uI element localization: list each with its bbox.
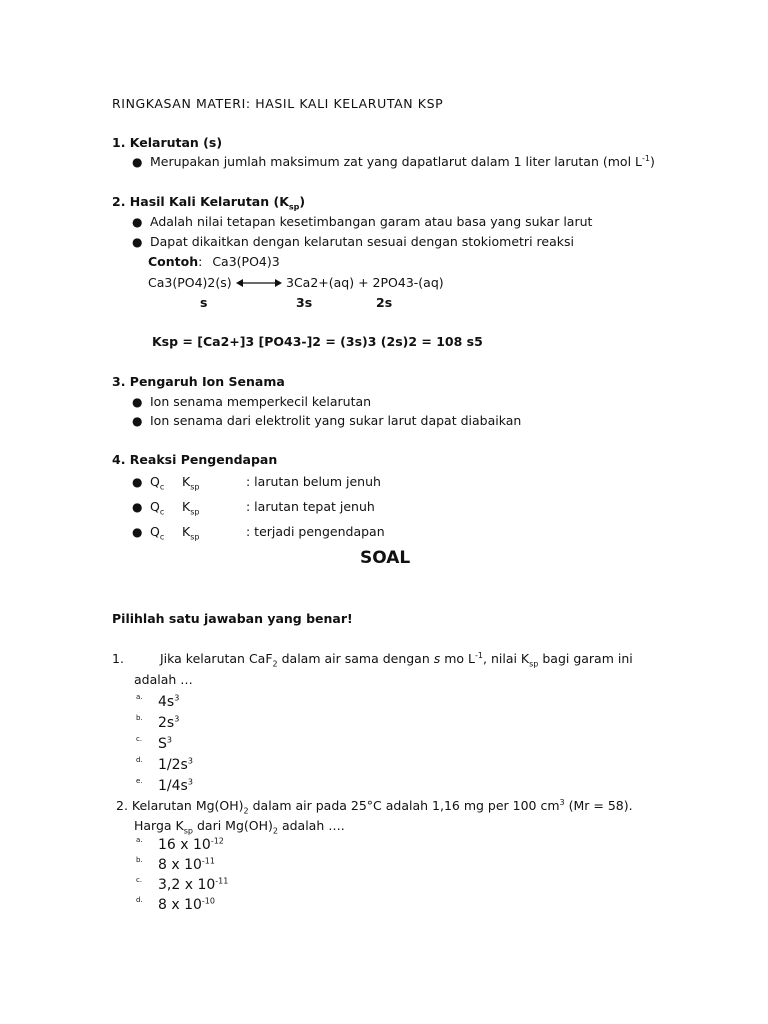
condition-row: $Q_c$ (150, 474, 165, 492)
condition-ksp: $K_{sp}$ (182, 524, 200, 542)
condition-row: $Q_c$ (150, 524, 165, 542)
contoh-formula: Ca3(PO4)3 (212, 254, 280, 269)
q2-text: 2. Kelarutan $Mg(OH)_2$ dalam air pada 25°C adalah 1,16 mg per 100 $cm^3$ (Mr = 58). (116, 797, 633, 816)
bullet-icon: ● (132, 215, 143, 229)
q1-option-b: $2s^3$ (158, 714, 180, 731)
section-3-heading: 3. Pengaruh Ion Senama (112, 374, 285, 389)
q1-option-e: $1/4s^3$ (158, 777, 193, 794)
option-label: c. (136, 876, 143, 884)
q2-option-b: 8 x $10^{-11}$ (158, 856, 215, 873)
q1-text-line2: adalah … (134, 672, 193, 687)
option-label: c. (136, 735, 143, 743)
q1-option-c: $S^3$ (158, 735, 172, 752)
bullet-icon: ● (132, 525, 143, 539)
condition-ksp: $K_{sp}$ (182, 499, 200, 517)
bullet-icon: ● (132, 235, 143, 249)
option-label: e. (136, 777, 143, 785)
q1-number: 1. (112, 651, 124, 666)
option-label: b. (136, 856, 143, 864)
stoich-s: s (200, 295, 208, 310)
reaction-right: 3Ca2+(aq) + 2PO43-(aq) (286, 275, 444, 290)
condition-desc: : terjadi pengendapan (246, 524, 385, 539)
section-4-heading: 4. Reaksi Pengendapan (112, 452, 278, 467)
bullet-icon: ● (132, 395, 143, 409)
stoich-3s: 3s (296, 295, 313, 310)
s1-bullet-1: Merupakan jumlah maksimum zat yang dapatlarut dalam 1 liter larutan (mol $L^{-1}$) (150, 153, 655, 169)
reaction-left: Ca3(PO4)2(s) (148, 275, 232, 290)
stoich-2s: 2s (376, 295, 393, 310)
condition-desc: : larutan tepat jenuh (246, 499, 375, 514)
q1-option-d: $1/2s^3$ (158, 756, 193, 773)
option-label: a. (136, 836, 143, 844)
s3-bullet-2: Ion senama dari elektrolit yang sukar larut dapat diabaikan (150, 413, 522, 428)
contoh-line: Contoh: Ca3(PO4)3 (148, 254, 280, 269)
q2-option-d: 8 x $10^{-10}$ (158, 896, 215, 913)
equilibrium-arrow-icon (236, 277, 282, 289)
condition-row: $Q_c$ (150, 499, 165, 517)
q2-option-a: 16 x $10^{-12}$ (158, 836, 224, 853)
section-2-heading: 2. Hasil Kali Kelarutan $(K_{sp})$ (112, 194, 306, 212)
bullet-icon: ● (132, 500, 143, 514)
option-label: d. (136, 756, 143, 764)
instruction: Pilihlah satu jawaban yang benar! (112, 611, 353, 626)
s2-bullet-2: Dapat dikaitkan dengan kelarutan sesuai dengan stokiometri reaksi (150, 234, 574, 249)
condition-desc: : larutan belum jenuh (246, 474, 381, 489)
q2-text-line2: Harga $K_{sp}$ dari $Mg(OH)_2$ adalah …. (134, 818, 345, 836)
page-title: RINGKASAN MATERI: HASIL KALI KELARUTAN KSP (112, 96, 444, 111)
option-label: d. (136, 896, 143, 904)
section-1-heading: 1. Kelarutan (s) (112, 135, 223, 150)
q2-option-c: 3,2 x $10^{-11}$ (158, 876, 229, 893)
option-label: a. (136, 693, 143, 701)
bullet-icon: ● (132, 414, 143, 428)
soal-title: SOAL (360, 548, 411, 568)
s3-bullet-1: Ion senama memperkecil kelarutan (150, 394, 372, 409)
bullet-icon: ● (132, 155, 143, 169)
s2-bullet-1: Adalah nilai tetapan kesetimbangan garam atau basa yang sukar larut (150, 214, 593, 229)
q1-option-a: $4s^3$ (158, 693, 180, 710)
condition-ksp: $K_{sp}$ (182, 474, 200, 492)
option-label: b. (136, 714, 143, 722)
bullet-icon: ● (132, 475, 143, 489)
q1-text: Jika kelarutan CaF$_2$ dalam air sama dengan s mo $L^{-1}$, nilai $K_{sp}$ bagi garam ini (160, 650, 633, 669)
ksp-expression: Ksp = [Ca2+]3 [PO43-]2 = (3s)3 (2s)2 = 108 s5 (152, 334, 483, 349)
